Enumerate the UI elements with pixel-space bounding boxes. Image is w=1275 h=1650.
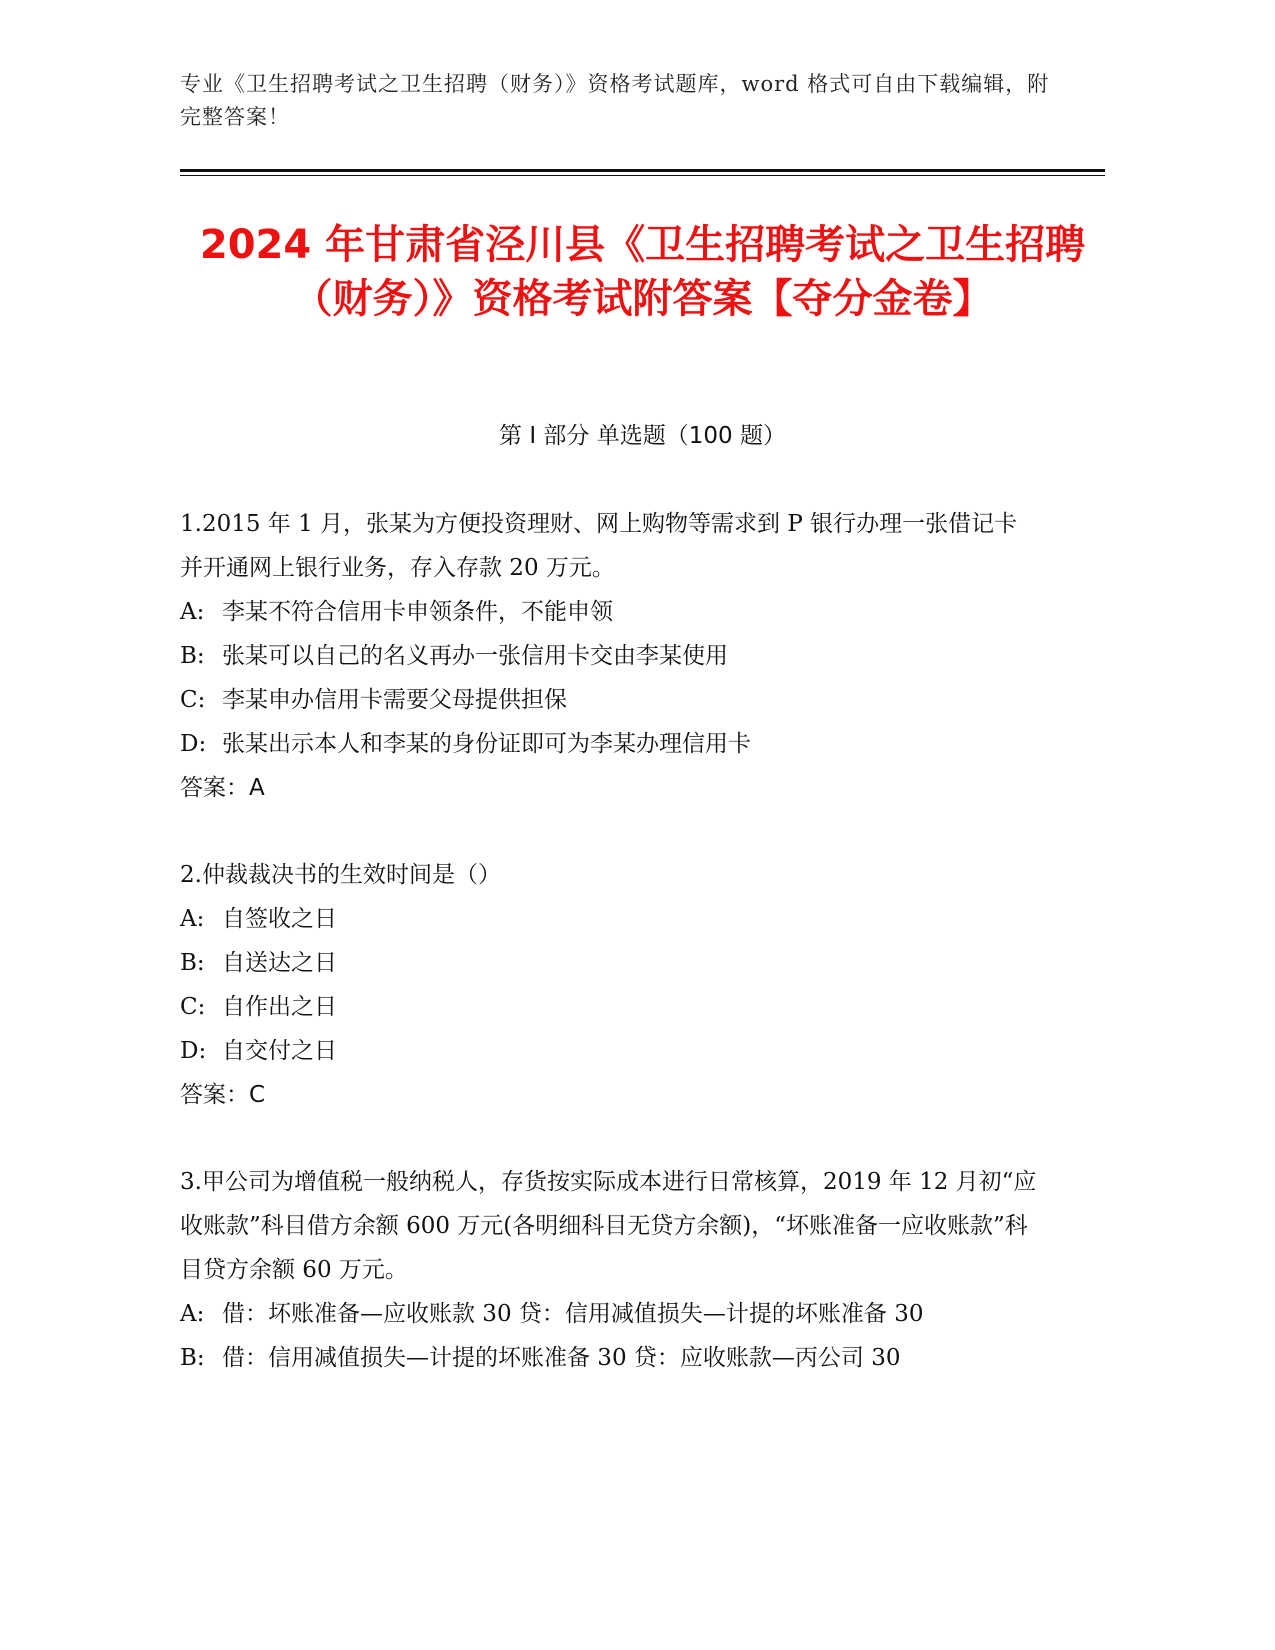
option-a [180,897,1040,941]
option-b [180,1336,1040,1380]
option-d [180,1029,1040,1073]
option-c [180,985,1040,1029]
question-stem: 2.仲裁裁决书的生效时间是（） [180,862,501,888]
option-letter: C: [180,994,206,1020]
document-title: 2024 年甘肃省泾川县《卫生招聘考试之卫生招聘（财务）》资格考试附答案【夺分金卷】 [199,222,1086,322]
section-heading: 第 I 部分 单选题（100 题） [499,423,786,449]
option-text: 借：信用减值损失—计提的坏账准备 30 贷：应收账款—丙公司 30 [222,1345,901,1371]
option-b [180,941,1040,985]
option-letter: A: [180,1301,205,1327]
option-text: 李某申办信用卡需要父母提供担保 [222,687,567,713]
answer-line: 答案：A [180,775,265,801]
option-letter: D: [180,731,207,757]
option-text: 自签收之日 [222,906,337,932]
option-d [180,722,1040,766]
question-1 [180,502,1040,810]
question-list [180,502,1040,1423]
option-letter: B: [180,643,205,669]
option-letter: C: [180,687,206,713]
question-2 [180,853,1040,1117]
question-3 [180,1160,1040,1380]
header-divider-thick [180,169,1105,172]
option-letter: A: [180,599,205,625]
option-text: 自作出之日 [222,994,337,1020]
option-letter: B: [180,950,205,976]
option-text: 自送达之日 [222,950,337,976]
option-text: 借：坏账准备—应收账款 30 贷：信用减值损失—计提的坏账准备 30 [222,1301,924,1327]
header-divider-thin [180,175,1105,176]
option-text: 自交付之日 [222,1038,337,1064]
option-a [180,1292,1040,1336]
question-stem: 3.甲公司为增值税一般纳税人，存货按实际成本进行日常核算，2019 年 12 月初“应收账款”科目借方余额 600 万元(各明细科目无贷方余额)，“坏账准备一应收账款”科目贷方余额 60 万元。 [180,1169,1037,1283]
option-text: 李某不符合信用卡申领条件，不能申领 [222,599,613,625]
option-b [180,634,1040,678]
header-note: 专业《卫生招聘考试之卫生招聘（财务）》资格考试题库，word 格式可自由下载编辑，附完整答案！ [180,72,1050,129]
option-letter: D: [180,1038,207,1064]
option-letter: B: [180,1345,205,1371]
question-stem: 1.2015 年 1 月，张某为方便投资理财、网上购物等需求到 P 银行办理一张借记卡并开通网上银行业务，存入存款 20 万元。 [180,511,1018,581]
option-a [180,590,1040,634]
option-c [180,678,1040,722]
answer-line: 答案：C [180,1082,266,1108]
option-text: 张某可以自己的名义再办一张信用卡交由李某使用 [222,643,728,669]
option-letter: A: [180,906,205,932]
option-text: 张某出示本人和李某的身份证即可为李某办理信用卡 [222,731,751,757]
